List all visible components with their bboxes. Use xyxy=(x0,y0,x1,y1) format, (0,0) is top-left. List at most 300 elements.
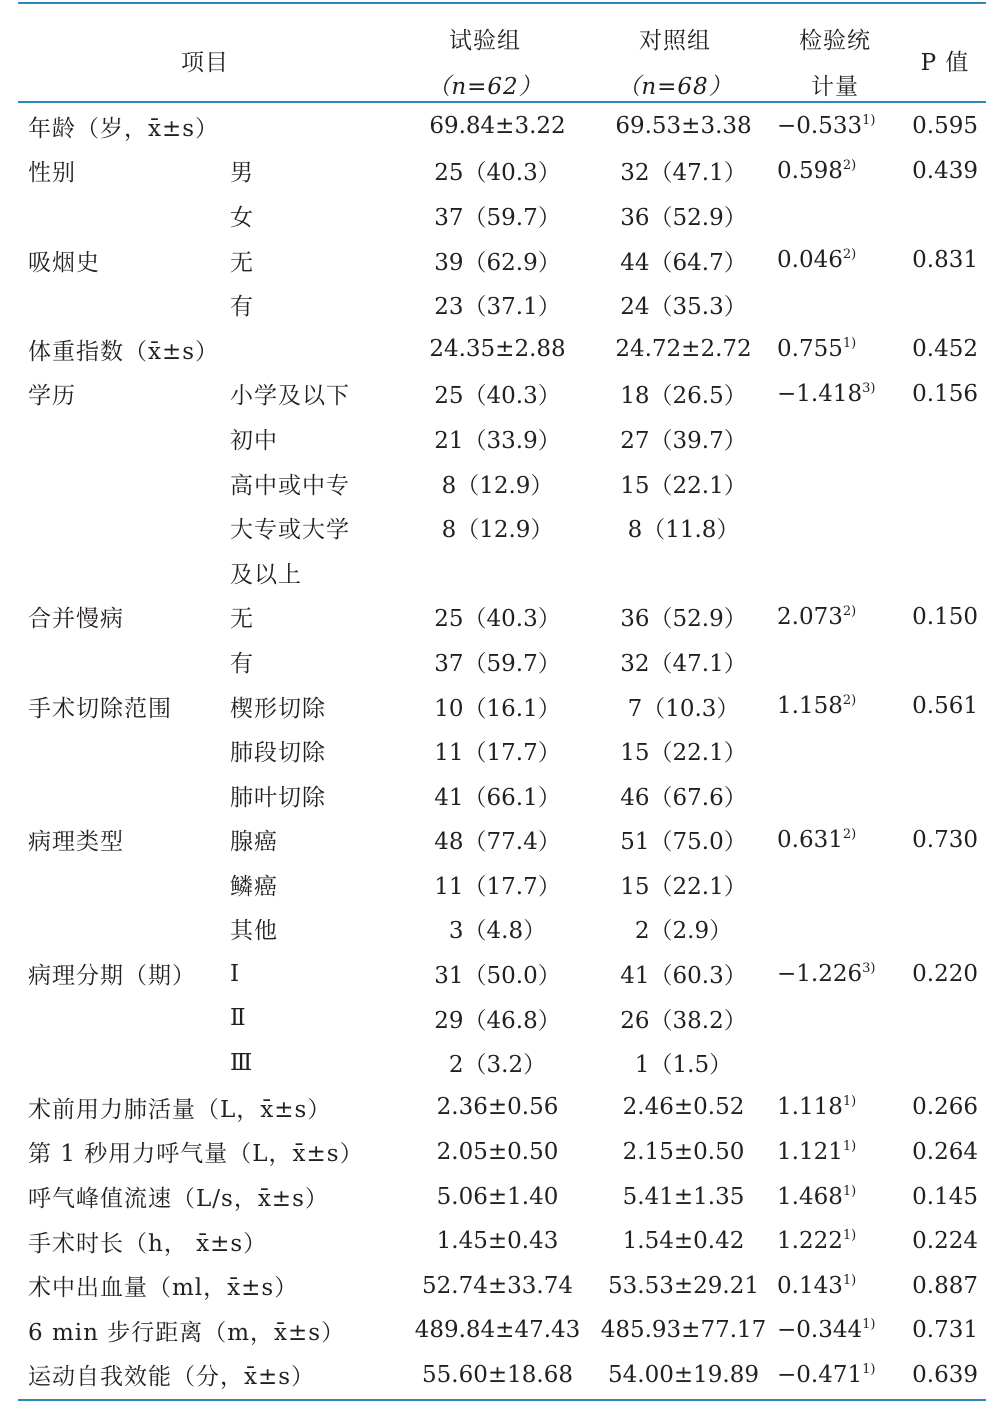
row-p-value xyxy=(896,684,986,729)
row-p-value xyxy=(896,639,986,684)
row-control-group-value-text: 44（64.7） xyxy=(620,249,747,276)
row-test-statistic xyxy=(777,1085,896,1130)
row-control-group-value-text: 485.93±77.17 xyxy=(600,1317,767,1344)
row-control-group-value xyxy=(590,238,777,283)
row-p-value xyxy=(896,595,986,640)
row-p-value-text: 0.266 xyxy=(912,1094,978,1121)
row-p-value-text: 0.730 xyxy=(912,826,978,853)
header-group-b-n: （n=68） xyxy=(617,74,733,100)
row-control-group-value xyxy=(590,951,777,996)
row-item xyxy=(18,1353,316,1398)
row-control-group-value xyxy=(590,1308,777,1353)
row-trial-group-value-text: 489.84±47.43 xyxy=(414,1317,581,1344)
row-item xyxy=(18,818,230,863)
baseline-characteristics-table xyxy=(18,104,986,1397)
row-control-group-value-text: 5.41±1.35 xyxy=(622,1183,745,1210)
row-item xyxy=(18,505,230,550)
row-test-statistic xyxy=(777,327,896,372)
row-control-group-value-text: 69.53±3.38 xyxy=(615,113,752,140)
row-p-value xyxy=(896,1085,986,1130)
row-trial-group-value-text: 23（37.1） xyxy=(434,294,561,321)
row-item-text: 体重指数（x̄±s） xyxy=(28,338,220,365)
row-test-statistic xyxy=(777,818,896,863)
row-p-value xyxy=(896,728,986,773)
row-p-value xyxy=(896,1130,986,1175)
row-trial-group-value-text: 41（66.1） xyxy=(434,784,561,811)
row-test-statistic xyxy=(777,595,896,640)
row-test-statistic-text: 0.143 xyxy=(777,1272,843,1299)
table-header-rule xyxy=(18,101,986,103)
row-test-statistic-text: 0.755 xyxy=(777,336,843,363)
table-row xyxy=(18,907,986,952)
row-control-group-value-text: 15（22.1） xyxy=(620,472,747,499)
row-subcategory xyxy=(230,149,405,194)
row-control-group-value xyxy=(590,1174,777,1219)
row-subcategory-text: 大专或大学 xyxy=(230,517,350,544)
table-row xyxy=(18,595,986,640)
row-item xyxy=(18,1219,268,1264)
row-item xyxy=(18,193,230,238)
row-test-statistic-text: 0.598 xyxy=(777,157,843,184)
row-trial-group-value-text: 37（59.7） xyxy=(434,650,561,677)
row-p-value xyxy=(896,416,986,461)
row-test-statistic-text: 0.631 xyxy=(777,826,843,853)
row-control-group-value-text: 2.15±0.50 xyxy=(622,1138,745,1165)
row-control-group-value xyxy=(590,862,777,907)
row-subcategory xyxy=(230,327,405,372)
row-trial-group-value-text: 25（40.3） xyxy=(434,383,561,410)
row-p-value-text: 0.224 xyxy=(912,1228,978,1255)
row-test-statistic-text: −0.344 xyxy=(777,1317,863,1344)
row-p-value xyxy=(896,996,986,1041)
row-item xyxy=(18,1085,332,1130)
table-row xyxy=(18,862,986,907)
row-control-group-value xyxy=(590,149,777,194)
row-p-value-text: 0.887 xyxy=(912,1272,978,1299)
row-item-text: 运动自我效能（分，x̄±s） xyxy=(28,1364,316,1391)
table-row xyxy=(18,639,986,684)
row-trial-group-value xyxy=(405,238,590,283)
row-trial-group-value-text: 11（17.7） xyxy=(434,873,561,900)
footnote-marker: 1) xyxy=(862,1317,876,1333)
row-trial-group-value xyxy=(405,104,590,149)
row-subcategory xyxy=(230,238,405,283)
row-item xyxy=(18,1174,329,1219)
table-row xyxy=(18,728,986,773)
row-subcategory xyxy=(230,550,405,595)
row-trial-group-value-text: 69.84±3.22 xyxy=(429,113,566,140)
row-subcategory-text: Ⅰ xyxy=(230,960,241,987)
row-subcategory-text: 小学及以下 xyxy=(230,383,350,410)
row-subcategory xyxy=(230,416,405,461)
row-item-text: 病理类型 xyxy=(28,829,124,856)
row-control-group-value xyxy=(590,193,777,238)
row-test-statistic-text: 2.073 xyxy=(777,603,843,630)
row-trial-group-value xyxy=(405,728,590,773)
row-trial-group-value-text: 11（17.7） xyxy=(434,740,561,767)
row-item xyxy=(18,327,230,372)
row-item xyxy=(18,1040,230,1085)
footnote-marker: 1) xyxy=(842,1272,857,1288)
row-trial-group-value xyxy=(405,149,590,194)
row-p-value xyxy=(896,505,986,550)
row-subcategory-text: 高中或中专 xyxy=(230,472,350,499)
row-test-statistic-text: −1.418 xyxy=(777,380,863,407)
row-p-value-text: 0.439 xyxy=(912,157,978,184)
row-control-group-value-text: 36（52.9） xyxy=(620,204,747,231)
row-trial-group-value-text: 55.60±18.68 xyxy=(422,1361,573,1388)
row-item xyxy=(18,550,230,595)
table-row xyxy=(18,818,986,863)
row-item-text: 呼气峰值流速（L/s，x̄±s） xyxy=(28,1186,329,1213)
row-trial-group-value-text: 25（40.3） xyxy=(434,160,561,187)
table-row xyxy=(18,193,986,238)
row-item xyxy=(18,728,230,773)
row-item xyxy=(18,951,230,996)
row-test-statistic xyxy=(777,104,896,149)
row-p-value xyxy=(896,1040,986,1085)
row-test-statistic xyxy=(777,193,896,238)
header-stat-line1: 检验统 xyxy=(799,28,871,54)
row-trial-group-value xyxy=(405,907,590,952)
row-p-value-text: 0.831 xyxy=(912,247,978,274)
row-control-group-value xyxy=(590,996,777,1041)
row-control-group-value-text: 46（67.6） xyxy=(620,784,747,811)
row-trial-group-value xyxy=(405,1130,590,1175)
row-test-statistic xyxy=(777,639,896,684)
row-control-group-value xyxy=(590,1040,777,1085)
row-p-value xyxy=(896,372,986,417)
row-control-group-value xyxy=(590,1085,777,1130)
row-p-value xyxy=(896,193,986,238)
row-item-text: 手术时长（h， x̄±s） xyxy=(28,1230,268,1257)
table-row xyxy=(18,1130,986,1175)
row-trial-group-value-text: 52.74±33.74 xyxy=(422,1272,573,1299)
row-control-group-value xyxy=(590,639,777,684)
row-subcategory-text: 楔形切除 xyxy=(230,695,326,722)
row-item-text: 手术切除范围 xyxy=(28,695,172,722)
row-test-statistic xyxy=(777,149,896,194)
footnote-marker: 2) xyxy=(842,603,857,619)
row-p-value-text: 0.452 xyxy=(912,336,978,363)
row-trial-group-value-text: 31（50.0） xyxy=(434,963,561,990)
row-control-group-value xyxy=(590,684,777,729)
row-trial-group-value xyxy=(405,639,590,684)
row-p-value xyxy=(896,1353,986,1398)
table-row xyxy=(18,1263,986,1308)
table-row xyxy=(18,1174,986,1219)
row-item xyxy=(18,282,230,327)
row-control-group-value-text: 2（2.9） xyxy=(634,918,733,945)
row-item xyxy=(18,104,230,149)
table-row xyxy=(18,372,986,417)
row-item xyxy=(18,149,230,194)
row-test-statistic xyxy=(777,505,896,550)
table-row xyxy=(18,1085,986,1130)
row-control-group-value xyxy=(590,550,777,595)
footnote-marker: 1) xyxy=(842,1228,857,1244)
footnote-marker: 1) xyxy=(842,1138,857,1154)
table-row xyxy=(18,327,986,372)
table-row xyxy=(18,1308,986,1353)
row-subcategory xyxy=(230,862,405,907)
row-p-value xyxy=(896,238,986,283)
row-test-statistic xyxy=(777,372,896,417)
table-bottom-rule xyxy=(18,1399,986,1401)
row-item xyxy=(18,996,230,1041)
row-trial-group-value xyxy=(405,1263,590,1308)
table-row xyxy=(18,1353,986,1398)
row-subcategory xyxy=(230,951,405,996)
row-trial-group-value xyxy=(405,327,590,372)
row-item-text: 合并慢病 xyxy=(28,606,124,633)
table-row xyxy=(18,1040,986,1085)
row-subcategory-text: Ⅲ xyxy=(230,1049,254,1076)
table-row xyxy=(18,505,986,550)
row-test-statistic-text: 1.118 xyxy=(777,1094,843,1121)
row-test-statistic-text: −0.471 xyxy=(777,1361,863,1388)
row-trial-group-value-text: 24.35±2.88 xyxy=(429,336,566,363)
row-trial-group-value-text: 25（40.3） xyxy=(434,606,561,633)
footnote-marker: 1) xyxy=(862,1361,876,1377)
row-item xyxy=(18,684,230,729)
row-test-statistic xyxy=(777,1308,896,1353)
row-subcategory xyxy=(230,104,405,149)
row-control-group-value xyxy=(590,327,777,372)
row-control-group-value-text: 51（75.0） xyxy=(620,829,747,856)
row-item xyxy=(18,595,230,640)
row-subcategory xyxy=(230,684,405,729)
row-p-value xyxy=(896,862,986,907)
row-test-statistic xyxy=(777,728,896,773)
row-trial-group-value xyxy=(405,1040,590,1085)
row-subcategory-text: 鳞癌 xyxy=(230,873,278,900)
row-item-text: 术前用力肺活量（L，x̄±s） xyxy=(28,1096,332,1123)
row-subcategory-text: 无 xyxy=(230,249,254,276)
row-p-value xyxy=(896,818,986,863)
row-item xyxy=(18,773,230,818)
row-control-group-value-text: 1（1.5） xyxy=(634,1052,733,1079)
row-item xyxy=(18,907,230,952)
row-test-statistic-text: 1.121 xyxy=(777,1138,843,1165)
row-item xyxy=(18,862,230,907)
row-trial-group-value xyxy=(405,282,590,327)
row-test-statistic xyxy=(777,1353,896,1398)
row-control-group-value-text: 18（26.5） xyxy=(620,383,747,410)
table-top-rule xyxy=(18,2,986,4)
row-control-group-value-text: 32（47.1） xyxy=(620,160,747,187)
row-test-statistic xyxy=(777,1219,896,1264)
row-p-value xyxy=(896,550,986,595)
row-test-statistic xyxy=(777,862,896,907)
row-item-text: 学历 xyxy=(28,383,76,410)
row-item xyxy=(18,372,230,417)
row-subcategory xyxy=(230,505,405,550)
header-group-a-n: （n=62） xyxy=(427,74,543,100)
row-trial-group-value xyxy=(405,461,590,506)
row-item xyxy=(18,461,230,506)
row-p-value xyxy=(896,104,986,149)
header-group-a: 试验组 xyxy=(449,28,521,54)
row-control-group-value-text: 54.00±19.89 xyxy=(608,1361,759,1388)
row-subcategory xyxy=(230,372,405,417)
row-control-group-value xyxy=(590,505,777,550)
footnote-marker: 2) xyxy=(842,693,857,709)
row-test-statistic xyxy=(777,238,896,283)
row-test-statistic-text: 1.222 xyxy=(777,1228,843,1255)
table-row xyxy=(18,951,986,996)
row-subcategory xyxy=(230,728,405,773)
row-trial-group-value xyxy=(405,372,590,417)
row-test-statistic-text: −0.533 xyxy=(777,113,863,140)
table-row xyxy=(18,149,986,194)
row-trial-group-value-text: 37（59.7） xyxy=(434,204,561,231)
row-control-group-value-text: 41（60.3） xyxy=(620,963,747,990)
footnote-marker: 1) xyxy=(842,336,857,352)
row-subcategory-text: 无 xyxy=(230,606,254,633)
row-p-value xyxy=(896,951,986,996)
row-test-statistic xyxy=(777,907,896,952)
row-trial-group-value-text: 8（12.9） xyxy=(441,472,554,499)
table-row xyxy=(18,238,986,283)
row-subcategory-text: 男 xyxy=(230,160,254,187)
row-trial-group-value xyxy=(405,550,590,595)
row-control-group-value-text: 8（11.8） xyxy=(627,517,740,544)
row-trial-group-value xyxy=(405,951,590,996)
row-trial-group-value-text: 8（12.9） xyxy=(441,517,554,544)
row-trial-group-value xyxy=(405,1174,590,1219)
row-test-statistic xyxy=(777,1040,896,1085)
row-trial-group-value-text: 2.05±0.50 xyxy=(436,1138,559,1165)
row-p-value xyxy=(896,773,986,818)
row-p-value-text: 0.731 xyxy=(912,1317,978,1344)
row-p-value xyxy=(896,1263,986,1308)
footnote-marker: 2) xyxy=(842,247,857,263)
row-control-group-value-text: 27（39.7） xyxy=(620,427,747,454)
row-subcategory-text: 有 xyxy=(230,650,254,677)
header-item: 项目 xyxy=(181,50,229,76)
row-test-statistic-text: 1.468 xyxy=(777,1183,843,1210)
row-trial-group-value-text: 48（77.4） xyxy=(434,829,561,856)
row-p-value-text: 0.156 xyxy=(912,380,978,407)
row-trial-group-value xyxy=(405,1219,590,1264)
table-row xyxy=(18,461,986,506)
row-control-group-value xyxy=(590,1353,777,1398)
row-trial-group-value-text: 21（33.9） xyxy=(434,427,561,454)
table-row xyxy=(18,550,986,595)
row-subcategory xyxy=(230,996,405,1041)
row-subcategory xyxy=(230,461,405,506)
row-item xyxy=(18,1263,299,1308)
row-p-value xyxy=(896,327,986,372)
row-p-value-text: 0.145 xyxy=(912,1183,978,1210)
row-subcategory xyxy=(230,907,405,952)
row-control-group-value-text: 24.72±2.72 xyxy=(615,336,752,363)
row-subcategory-text: 有 xyxy=(230,294,254,321)
row-control-group-value-text: 15（22.1） xyxy=(620,740,747,767)
row-item-text: 病理分期（期） xyxy=(28,963,196,990)
table-row xyxy=(18,684,986,729)
footnote-marker: 1) xyxy=(862,113,876,129)
row-item xyxy=(18,238,230,283)
row-p-value xyxy=(896,907,986,952)
row-p-value-text: 0.639 xyxy=(912,1361,978,1388)
row-item-text: 术中出血量（ml，x̄±s） xyxy=(28,1275,299,1302)
row-p-value xyxy=(896,282,986,327)
row-control-group-value xyxy=(590,773,777,818)
row-test-statistic xyxy=(777,1174,896,1219)
row-item-text: 性别 xyxy=(28,160,76,187)
row-test-statistic-text: 1.158 xyxy=(777,693,843,720)
row-control-group-value-text: 26（38.2） xyxy=(620,1007,747,1034)
row-control-group-value xyxy=(590,1130,777,1175)
row-test-statistic xyxy=(777,773,896,818)
row-trial-group-value xyxy=(405,595,590,640)
table-row xyxy=(18,1219,986,1264)
row-control-group-value xyxy=(590,461,777,506)
row-subcategory-text: Ⅱ xyxy=(230,1005,247,1032)
footnote-marker: 1) xyxy=(842,1094,857,1110)
row-p-value xyxy=(896,1219,986,1264)
row-test-statistic xyxy=(777,282,896,327)
row-subcategory xyxy=(230,773,405,818)
row-item xyxy=(18,416,230,461)
row-item xyxy=(18,639,230,684)
row-p-value xyxy=(896,149,986,194)
row-p-value-text: 0.264 xyxy=(912,1138,978,1165)
row-subcategory xyxy=(230,818,405,863)
row-trial-group-value-text: 5.06±1.40 xyxy=(436,1183,559,1210)
row-item-text: 年龄（岁，x̄±s） xyxy=(28,115,220,142)
row-control-group-value xyxy=(590,372,777,417)
row-control-group-value xyxy=(590,595,777,640)
row-trial-group-value xyxy=(405,1353,590,1398)
row-trial-group-value xyxy=(405,862,590,907)
row-trial-group-value xyxy=(405,684,590,729)
row-control-group-value-text: 53.53±29.21 xyxy=(608,1272,759,1299)
row-subcategory xyxy=(230,1040,405,1085)
row-test-statistic xyxy=(777,996,896,1041)
row-control-group-value xyxy=(590,1263,777,1308)
row-p-value xyxy=(896,461,986,506)
footnote-marker: 2) xyxy=(842,826,857,842)
row-subcategory-text: 其他 xyxy=(230,918,278,945)
row-trial-group-value xyxy=(405,416,590,461)
row-item xyxy=(18,1308,346,1353)
row-test-statistic-text: 0.046 xyxy=(777,247,843,274)
row-trial-group-value-text: 39（62.9） xyxy=(434,249,561,276)
row-trial-group-value xyxy=(405,193,590,238)
row-control-group-value xyxy=(590,104,777,149)
header-p-value: P 值 xyxy=(920,50,970,76)
row-p-value-text: 0.595 xyxy=(912,113,978,140)
row-trial-group-value xyxy=(405,1308,590,1353)
row-control-group-value xyxy=(590,907,777,952)
row-subcategory-text: 初中 xyxy=(230,427,278,454)
table-row xyxy=(18,282,986,327)
table-row xyxy=(18,104,986,149)
row-test-statistic xyxy=(777,684,896,729)
row-control-group-value-text: 1.54±0.42 xyxy=(622,1228,745,1255)
row-subcategory-text: 腺癌 xyxy=(230,829,278,856)
header-group-b: 对照组 xyxy=(639,28,711,54)
row-control-group-value xyxy=(590,416,777,461)
row-control-group-value-text: 7（10.3） xyxy=(627,695,740,722)
row-trial-group-value-text: 1.45±0.43 xyxy=(436,1228,559,1255)
footnote-marker: 3) xyxy=(862,380,876,396)
row-control-group-value-text: 24（35.3） xyxy=(620,294,747,321)
row-p-value-text: 0.150 xyxy=(912,603,978,630)
